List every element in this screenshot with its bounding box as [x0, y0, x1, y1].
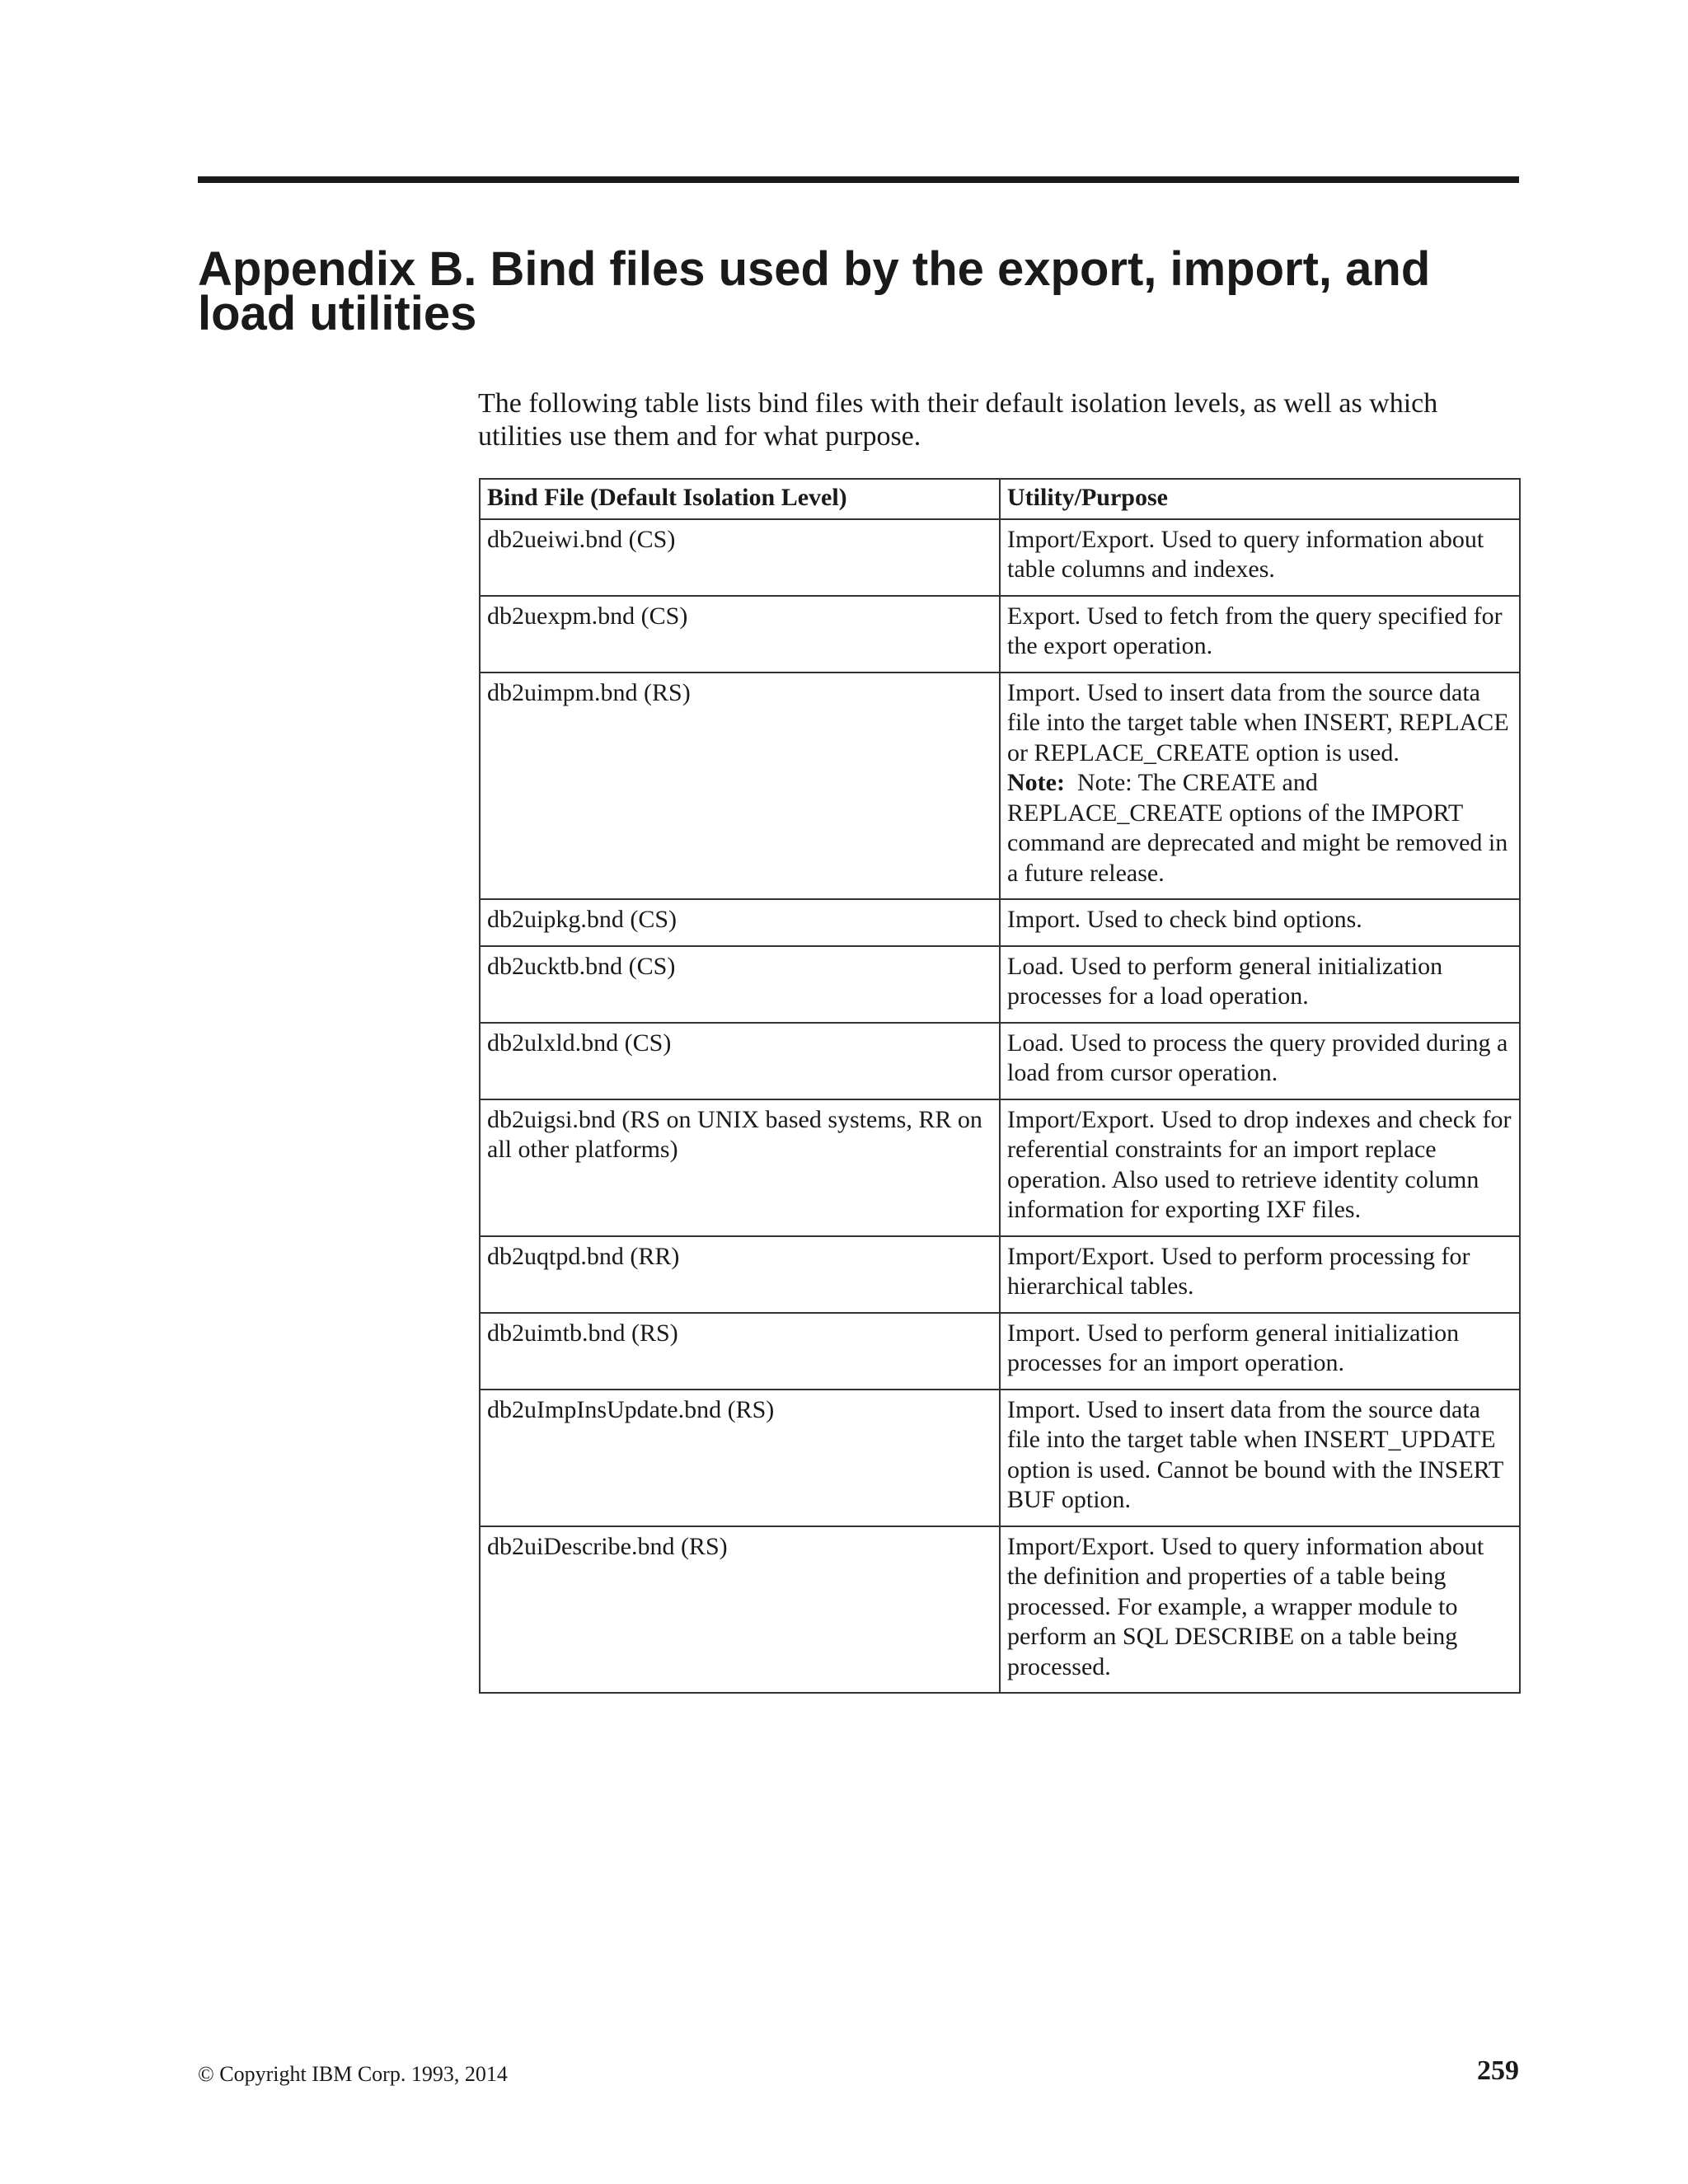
bind-file-cell: db2uexpm.bnd (CS) — [480, 596, 1000, 673]
bind-file-cell: db2uImpInsUpdate.bnd (RS) — [480, 1390, 1000, 1526]
page-title: Appendix B. Bind files used by the export, import, and load utilities — [198, 242, 1431, 340]
purpose-cell — [1000, 673, 1520, 900]
bind-file-cell: db2ucktb.bnd (CS) — [480, 946, 1000, 1023]
purpose-cell: Import. Used to perform general initialization processes for an import operation. — [1000, 1313, 1520, 1390]
bind-files-table — [479, 478, 1521, 1694]
bind-file-cell: db2uimtb.bnd (RS) — [480, 1313, 1000, 1390]
purpose-cell: Import/Export. Used to perform processing for hierarchical tables. — [1000, 1236, 1520, 1313]
bind-file-cell: db2uiDescribe.bnd (RS) — [480, 1526, 1000, 1694]
purpose-cell: Import/Export. Used to query information about the definition and properties of a table being processed. For example, a wrapper module to perform an SQL DESCRIBE on a table being processed. — [1000, 1526, 1520, 1694]
bind-file-cell: db2uimpm.bnd (RS) — [480, 673, 1000, 900]
purpose-cell: Import/Export. Used to drop indexes and check for referential constraints for an import replace operation. Also used to retrieve identity column information for exporting IXF files. — [1000, 1099, 1520, 1236]
column-header-bind-file: Bind File (Default Isolation Level) — [480, 479, 1000, 519]
purpose-cell: Import. Used to check bind options. — [1000, 899, 1520, 946]
purpose-cell: Load. Used to process the query provided during a load from cursor operation. — [1000, 1023, 1520, 1099]
table-row — [480, 1236, 1520, 1313]
table-header-row — [480, 479, 1520, 519]
column-header-utility-purpose: Utility/Purpose — [1000, 479, 1520, 519]
table-row — [480, 673, 1520, 900]
top-rule — [198, 176, 1519, 183]
bind-file-cell: db2ueiwi.bnd (CS) — [480, 519, 1000, 596]
copyright-notice: © Copyright IBM Corp. 1993, 2014 — [198, 2062, 508, 2086]
table-row — [480, 1526, 1520, 1694]
bind-file-cell: db2uigsi.bnd (RS on UNIX based systems, RR on all other platforms) — [480, 1099, 1000, 1236]
deprecation-note — [1007, 768, 1512, 888]
table-row — [480, 1390, 1520, 1526]
purpose-cell: Load. Used to perform general initialization processes for a load operation. — [1000, 946, 1520, 1023]
table-row — [480, 519, 1520, 596]
table-row — [480, 596, 1520, 673]
intro-paragraph: The following table lists bind files with their default isolation levels, as well as which utilities use them and for what purpose. — [478, 388, 1438, 452]
table-row — [480, 899, 1520, 946]
note-label: Note: — [1007, 769, 1065, 796]
note-text: Note: The CREATE and REPLACE_CREATE options of the IMPORT command are deprecated and might be removed in a future release. — [1007, 769, 1508, 887]
table-row — [480, 1313, 1520, 1390]
bind-file-cell: db2uqtpd.bnd (RR) — [480, 1236, 1000, 1313]
table-row — [480, 1099, 1520, 1236]
purpose-cell: Import/Export. Used to query information about table columns and indexes. — [1000, 519, 1520, 596]
bind-file-cell: db2ulxld.bnd (CS) — [480, 1023, 1000, 1099]
table-row — [480, 1023, 1520, 1099]
page-number: 259 — [1477, 2055, 1519, 2086]
purpose-cell: Import. Used to insert data from the source data file into the target table when INSERT_UPDATE option is used. Cannot be bound with the INSERT BUF option. — [1000, 1390, 1520, 1526]
purpose-text: Import. Used to insert data from the source data file into the target table when INSERT, REPLACE or REPLACE_CREATE option is used. — [1007, 678, 1509, 766]
table-row — [480, 946, 1520, 1023]
purpose-cell: Export. Used to fetch from the query specified for the export operation. — [1000, 596, 1520, 673]
bind-file-cell: db2uipkg.bnd (CS) — [480, 899, 1000, 946]
